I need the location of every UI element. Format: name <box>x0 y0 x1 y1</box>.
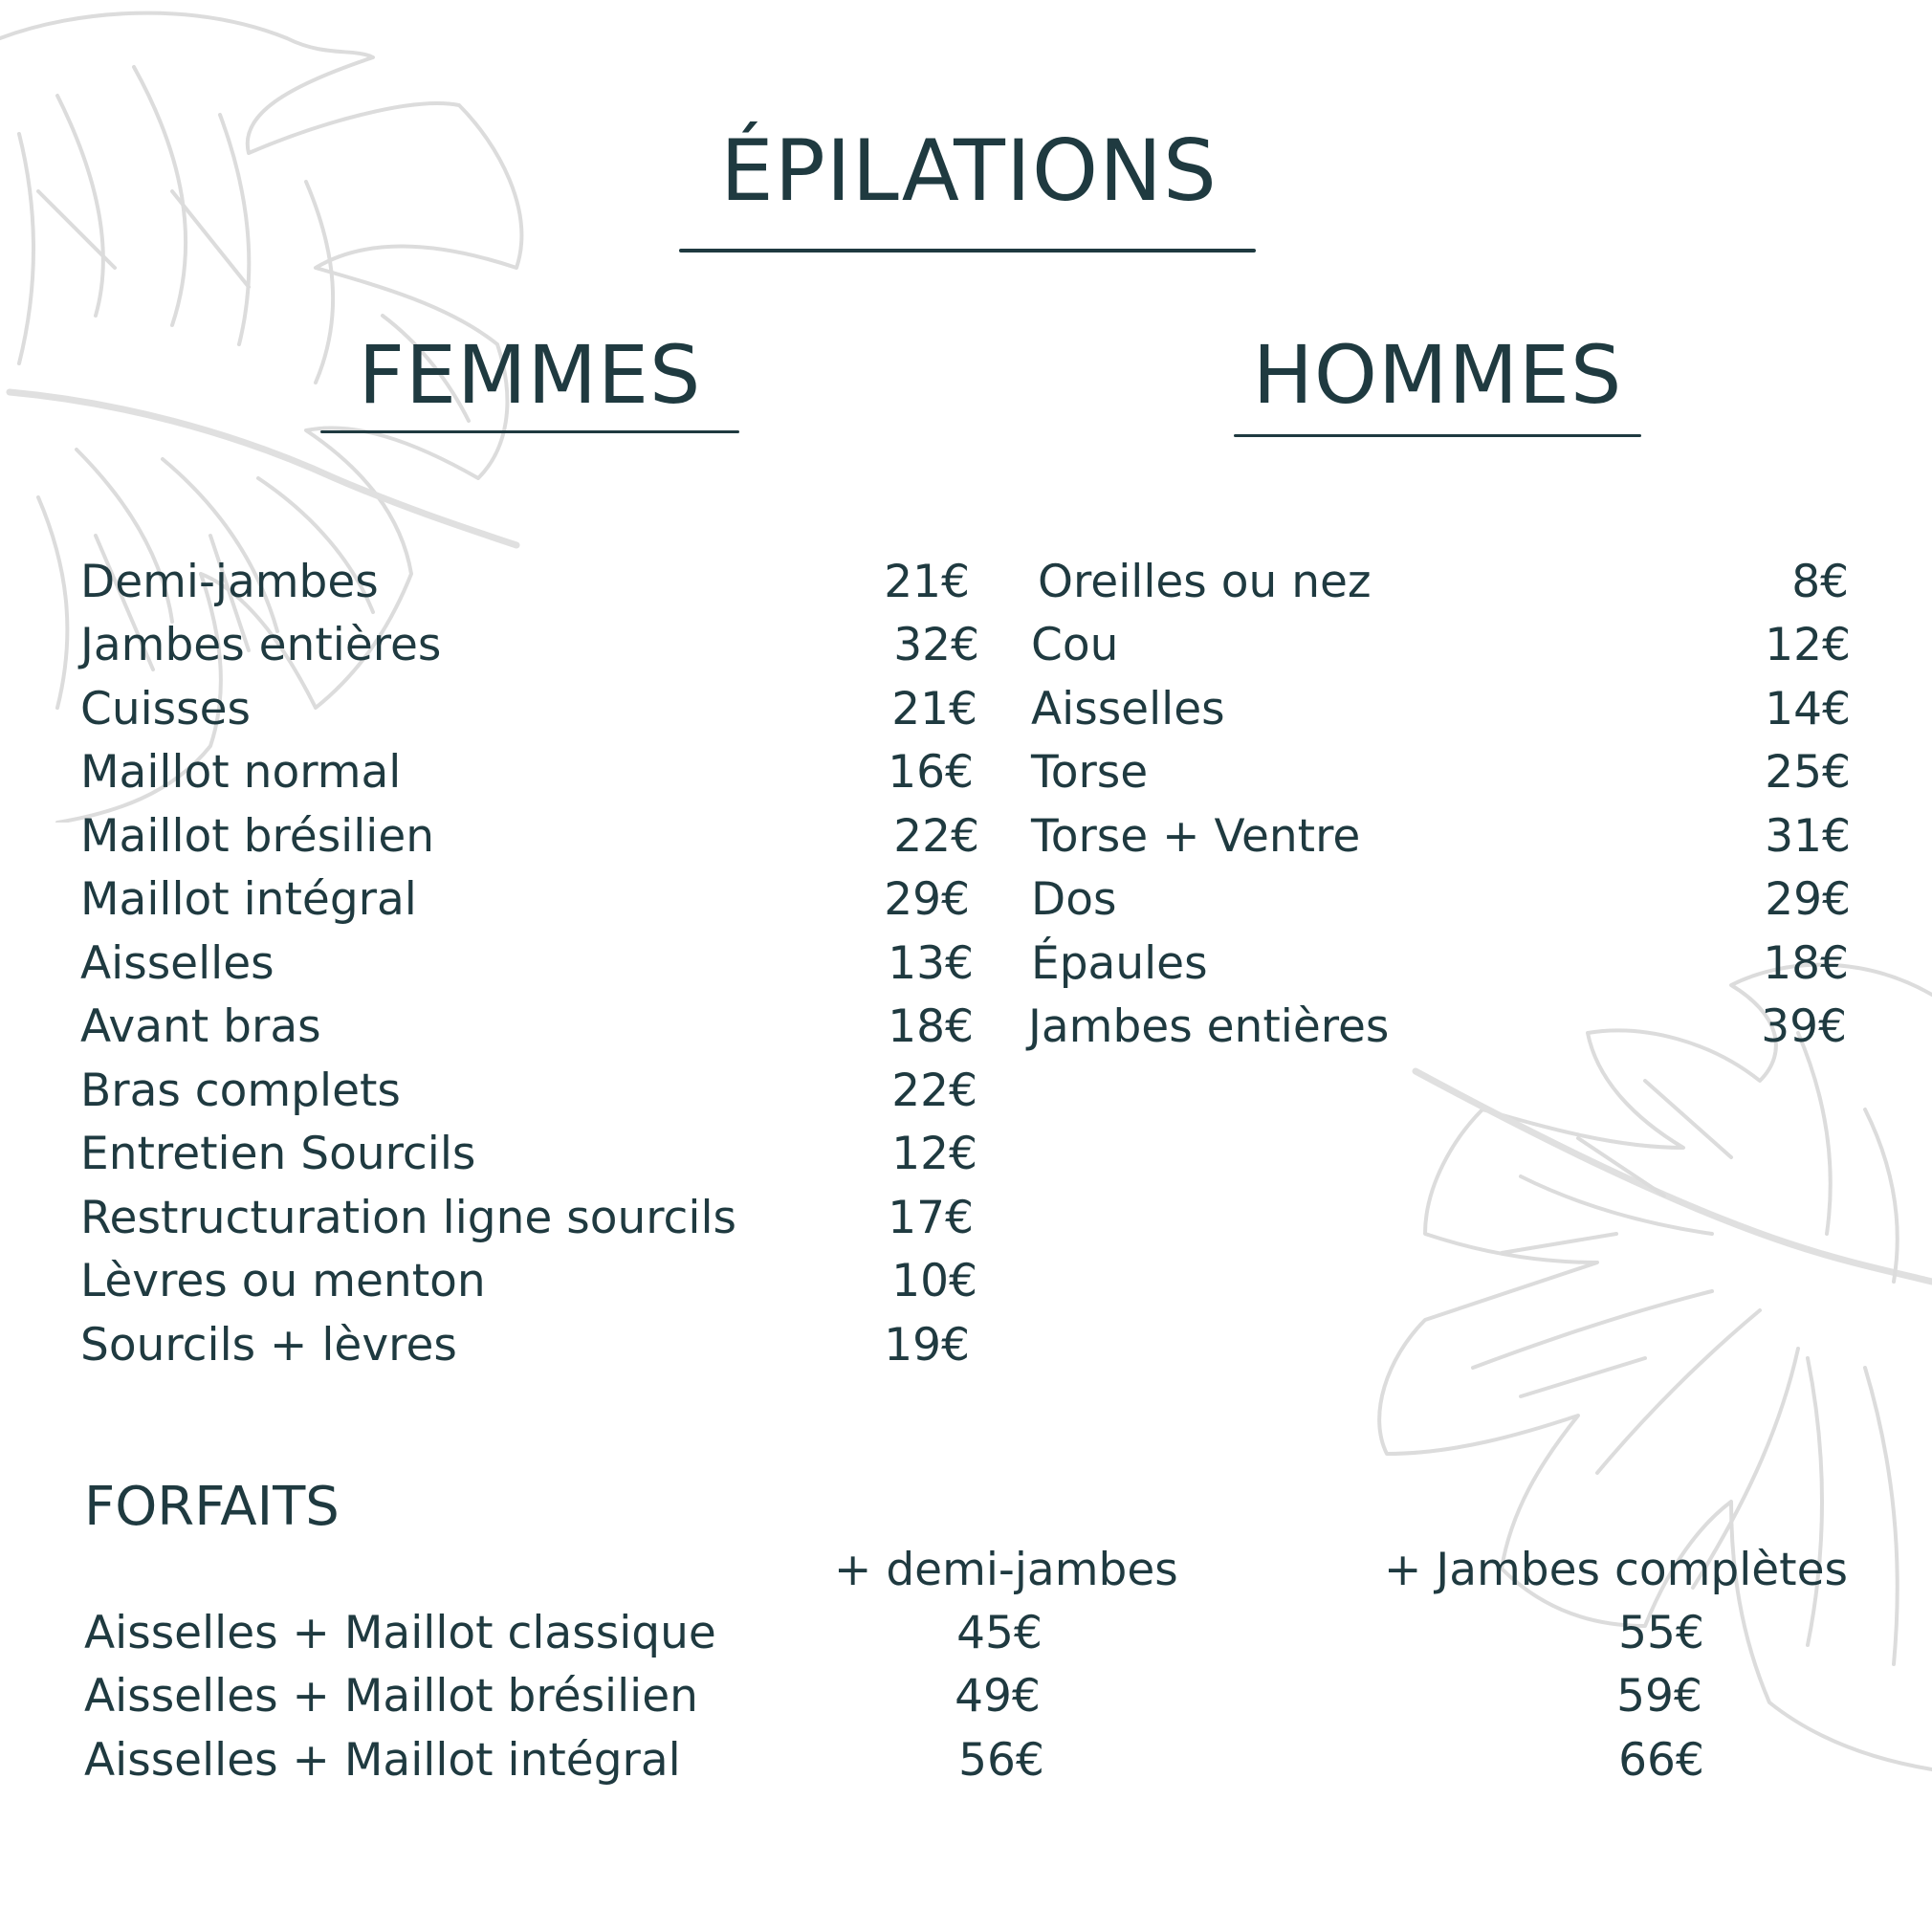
service-price: 12€ <box>1765 619 1851 671</box>
service-label: Cou <box>1031 619 1119 671</box>
service-label: Maillot normal <box>80 746 402 799</box>
service-price: 17€ <box>888 1192 974 1244</box>
service-price: 19€ <box>884 1319 970 1372</box>
forfait-price-demi: 56€ <box>958 1734 1044 1787</box>
service-price: 16€ <box>888 746 974 799</box>
service-price: 18€ <box>888 1000 974 1053</box>
hommes-underline <box>1234 434 1641 437</box>
page-title: ÉPILATIONS <box>720 121 1218 220</box>
service-label: Torse <box>1031 746 1149 799</box>
forfait-column-header: + Jambes complètes <box>1384 1544 1848 1596</box>
forfaits-heading: FORFAITS <box>84 1476 340 1538</box>
service-price: 14€ <box>1765 683 1851 735</box>
service-label: Lèvres ou menton <box>80 1255 486 1307</box>
service-label: Jambes entières <box>80 619 442 671</box>
service-label: Maillot brésilien <box>80 810 435 863</box>
femmes-heading: FEMMES <box>358 328 702 422</box>
hommes-heading: HOMMES <box>1252 328 1623 422</box>
forfait-price-complete: 59€ <box>1616 1670 1702 1723</box>
service-label: Dos <box>1031 873 1117 926</box>
service-price: 21€ <box>891 683 977 735</box>
service-price: 21€ <box>884 556 970 608</box>
service-price: 29€ <box>884 873 970 926</box>
service-label: Entretien Sourcils <box>80 1128 476 1180</box>
service-price: 29€ <box>1765 873 1851 926</box>
service-label: Oreilles ou nez <box>1038 556 1372 608</box>
service-price: 39€ <box>1761 1000 1847 1053</box>
service-price: 18€ <box>1763 937 1849 990</box>
service-price: 8€ <box>1791 556 1849 608</box>
forfait-price-demi: 49€ <box>955 1670 1041 1723</box>
service-price: 25€ <box>1765 746 1851 799</box>
forfait-price-complete: 55€ <box>1618 1607 1704 1659</box>
service-price: 31€ <box>1765 810 1851 863</box>
forfait-label: Aisselles + Maillot classique <box>84 1607 716 1659</box>
service-price: 13€ <box>888 937 974 990</box>
forfait-column-header: + demi-jambes <box>834 1544 1178 1596</box>
service-label: Épaules <box>1031 937 1208 990</box>
service-price: 22€ <box>891 1065 977 1117</box>
service-label: Avant bras <box>80 1000 321 1053</box>
forfait-label: Aisselles + Maillot intégral <box>84 1734 681 1787</box>
forfait-price-complete: 66€ <box>1618 1734 1704 1787</box>
service-price: 12€ <box>891 1128 977 1180</box>
femmes-underline <box>320 430 739 433</box>
forfait-price-demi: 45€ <box>956 1607 1043 1659</box>
service-label: Torse + Ventre <box>1031 810 1361 863</box>
service-label: Maillot intégral <box>80 873 417 926</box>
service-label: Demi-jambes <box>80 556 379 608</box>
service-label: Cuisses <box>80 683 252 735</box>
forfait-label: Aisselles + Maillot brésilien <box>84 1670 698 1723</box>
service-price: 10€ <box>891 1255 977 1307</box>
service-price: 22€ <box>893 810 979 863</box>
service-label: Sourcils + lèvres <box>80 1319 457 1372</box>
service-label: Aisselles <box>80 937 274 990</box>
title-underline <box>679 249 1256 252</box>
service-label: Bras complets <box>80 1065 401 1117</box>
service-price: 32€ <box>893 619 979 671</box>
service-label: Aisselles <box>1031 683 1225 735</box>
service-label: Jambes entières <box>1028 1000 1390 1053</box>
service-label: Restructuration ligne sourcils <box>80 1192 736 1244</box>
